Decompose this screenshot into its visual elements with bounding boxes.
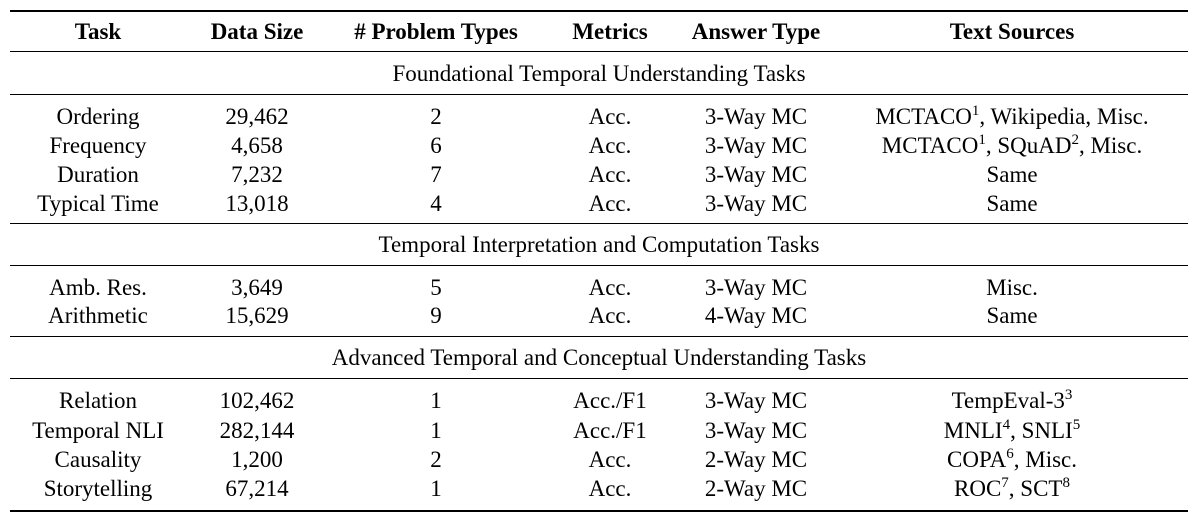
section-rule <box>10 378 1188 379</box>
text-sources-cell <box>836 301 1188 330</box>
source-text: , SNLI <box>1010 418 1073 443</box>
section-title: Temporal Interpretation and Computation Tasks <box>378 232 820 257</box>
header-text-sources: Text Sources <box>949 19 1075 44</box>
footnote-marker: 4 <box>1002 417 1011 433</box>
source-text: COPA <box>947 447 1007 472</box>
section-rule <box>10 265 1188 266</box>
metrics-cell: Acc. <box>588 191 632 216</box>
answer-type-cell: 3-Way MC <box>704 388 808 413</box>
metrics-cell: Acc. <box>588 447 632 472</box>
task-cell: Frequency <box>49 133 147 158</box>
footnote-marker: 3 <box>1064 387 1073 403</box>
task-cell: Ordering <box>56 104 140 129</box>
answer-type-cell: 2-Way MC <box>704 476 808 501</box>
data-size-cell: 102,462 <box>219 388 295 413</box>
answer-type-cell: 4-Way MC <box>704 303 808 328</box>
problem-types-cell: 9 <box>430 303 442 328</box>
section-title: Advanced Temporal and Conceptual Understanding Tasks <box>331 345 867 370</box>
header-row <box>10 17 1188 46</box>
text-sources-cell <box>836 445 1188 474</box>
problem-types-cell: 1 <box>430 418 442 443</box>
metrics-cell: Acc. <box>588 162 632 187</box>
text-sources-cell <box>836 131 1188 160</box>
source-text: MNLI <box>943 418 1003 443</box>
source-text: Same <box>986 303 1038 328</box>
data-size-cell: 15,629 <box>225 303 289 328</box>
source-text: TempEval-3 <box>951 388 1065 413</box>
source-text: Same <box>986 191 1038 216</box>
data-size-cell: 1,200 <box>231 447 283 472</box>
table-row <box>10 416 1188 445</box>
footnote-marker: 1 <box>978 132 986 148</box>
source-text: ROC <box>954 476 1002 501</box>
table-row <box>10 102 1188 131</box>
text-sources-cell <box>836 160 1188 189</box>
text-sources-cell <box>836 102 1188 131</box>
metrics-cell: Acc. <box>588 275 632 300</box>
data-size-cell: 29,462 <box>225 104 289 129</box>
table-row <box>10 474 1188 503</box>
table-row <box>10 273 1188 302</box>
metrics-cell: Acc./F1 <box>573 418 647 443</box>
data-size-cell: 3,649 <box>231 275 283 300</box>
footnote-marker: 1 <box>971 103 980 119</box>
top-rule <box>10 10 1188 12</box>
section-rule <box>10 223 1188 224</box>
bottom-rule <box>10 510 1188 512</box>
answer-type-cell: 3-Way MC <box>704 133 808 158</box>
problem-types-cell: 5 <box>430 275 442 300</box>
data-size-cell: 67,214 <box>225 476 289 501</box>
source-text: , Misc. <box>1078 133 1143 158</box>
source-text: Same <box>986 162 1038 187</box>
source-text: MCTACO <box>881 133 979 158</box>
table-row <box>10 301 1188 330</box>
source-text: , Wikipedia, Misc. <box>979 104 1149 129</box>
header-problem-types: # Problem Types <box>354 19 518 44</box>
data-size-cell: 7,232 <box>231 162 283 187</box>
header-answer-type: Answer Type <box>691 19 821 44</box>
metrics-cell: Acc. <box>588 104 632 129</box>
metrics-cell: Acc. <box>588 303 632 328</box>
footnote-marker: 2 <box>1071 132 1079 148</box>
task-cell: Relation <box>59 388 137 413</box>
answer-type-cell: 3-Way MC <box>704 104 808 129</box>
footnote-marker: 5 <box>1072 417 1081 433</box>
problem-types-cell: 2 <box>430 447 442 472</box>
data-size-cell: 4,658 <box>231 133 283 158</box>
problem-types-cell: 4 <box>430 191 442 216</box>
header-data-size: Data Size <box>210 19 304 44</box>
table-row <box>10 189 1188 218</box>
header-task: Task <box>74 19 122 44</box>
source-text: , SQuAD <box>985 133 1072 158</box>
table-row <box>10 160 1188 189</box>
metrics-cell: Acc./F1 <box>573 388 647 413</box>
text-sources-cell <box>836 273 1188 302</box>
source-text: , SCT <box>1008 476 1063 501</box>
task-cell: Temporal NLI <box>32 418 164 443</box>
section-rule <box>10 336 1188 337</box>
data-size-cell: 13,018 <box>225 191 289 216</box>
source-text: MCTACO <box>875 104 972 129</box>
footnote-marker: 8 <box>1062 475 1070 491</box>
metrics-cell: Acc. <box>588 133 632 158</box>
task-cell: Storytelling <box>43 476 153 501</box>
answer-type-cell: 3-Way MC <box>704 275 808 300</box>
text-sources-cell <box>836 416 1188 445</box>
task-cell: Causality <box>54 447 142 472</box>
answer-type-cell: 3-Way MC <box>704 162 808 187</box>
data-size-cell: 282,144 <box>219 418 295 443</box>
section-title: Foundational Temporal Understanding Tasks <box>392 61 806 86</box>
table-row <box>10 445 1188 474</box>
answer-type-cell: 3-Way MC <box>704 191 808 216</box>
header-metrics: Metrics <box>572 19 648 44</box>
text-sources-cell <box>836 189 1188 218</box>
table-row <box>10 386 1188 415</box>
source-text: Misc. <box>986 275 1038 300</box>
task-cell: Duration <box>57 162 139 187</box>
answer-type-cell: 2-Way MC <box>704 447 808 472</box>
text-sources-cell <box>836 474 1188 503</box>
footnote-marker: 6 <box>1006 446 1014 462</box>
text-sources-cell <box>836 386 1188 415</box>
task-cell: Arithmetic <box>48 303 148 328</box>
table-row <box>10 131 1188 160</box>
metrics-cell: Acc. <box>588 476 632 501</box>
task-cell: Typical Time <box>37 191 159 216</box>
problem-types-cell: 7 <box>430 162 442 187</box>
problem-types-cell: 1 <box>430 476 442 501</box>
footnote-marker: 7 <box>1001 475 1009 491</box>
problem-types-cell: 2 <box>430 104 442 129</box>
problem-types-cell: 1 <box>430 388 442 413</box>
source-text: , Misc. <box>1013 447 1077 472</box>
problem-types-cell: 6 <box>430 133 442 158</box>
section-rule <box>10 51 1188 52</box>
task-cell: Amb. Res. <box>49 275 147 300</box>
answer-type-cell: 3-Way MC <box>704 418 808 443</box>
section-rule <box>10 94 1188 95</box>
